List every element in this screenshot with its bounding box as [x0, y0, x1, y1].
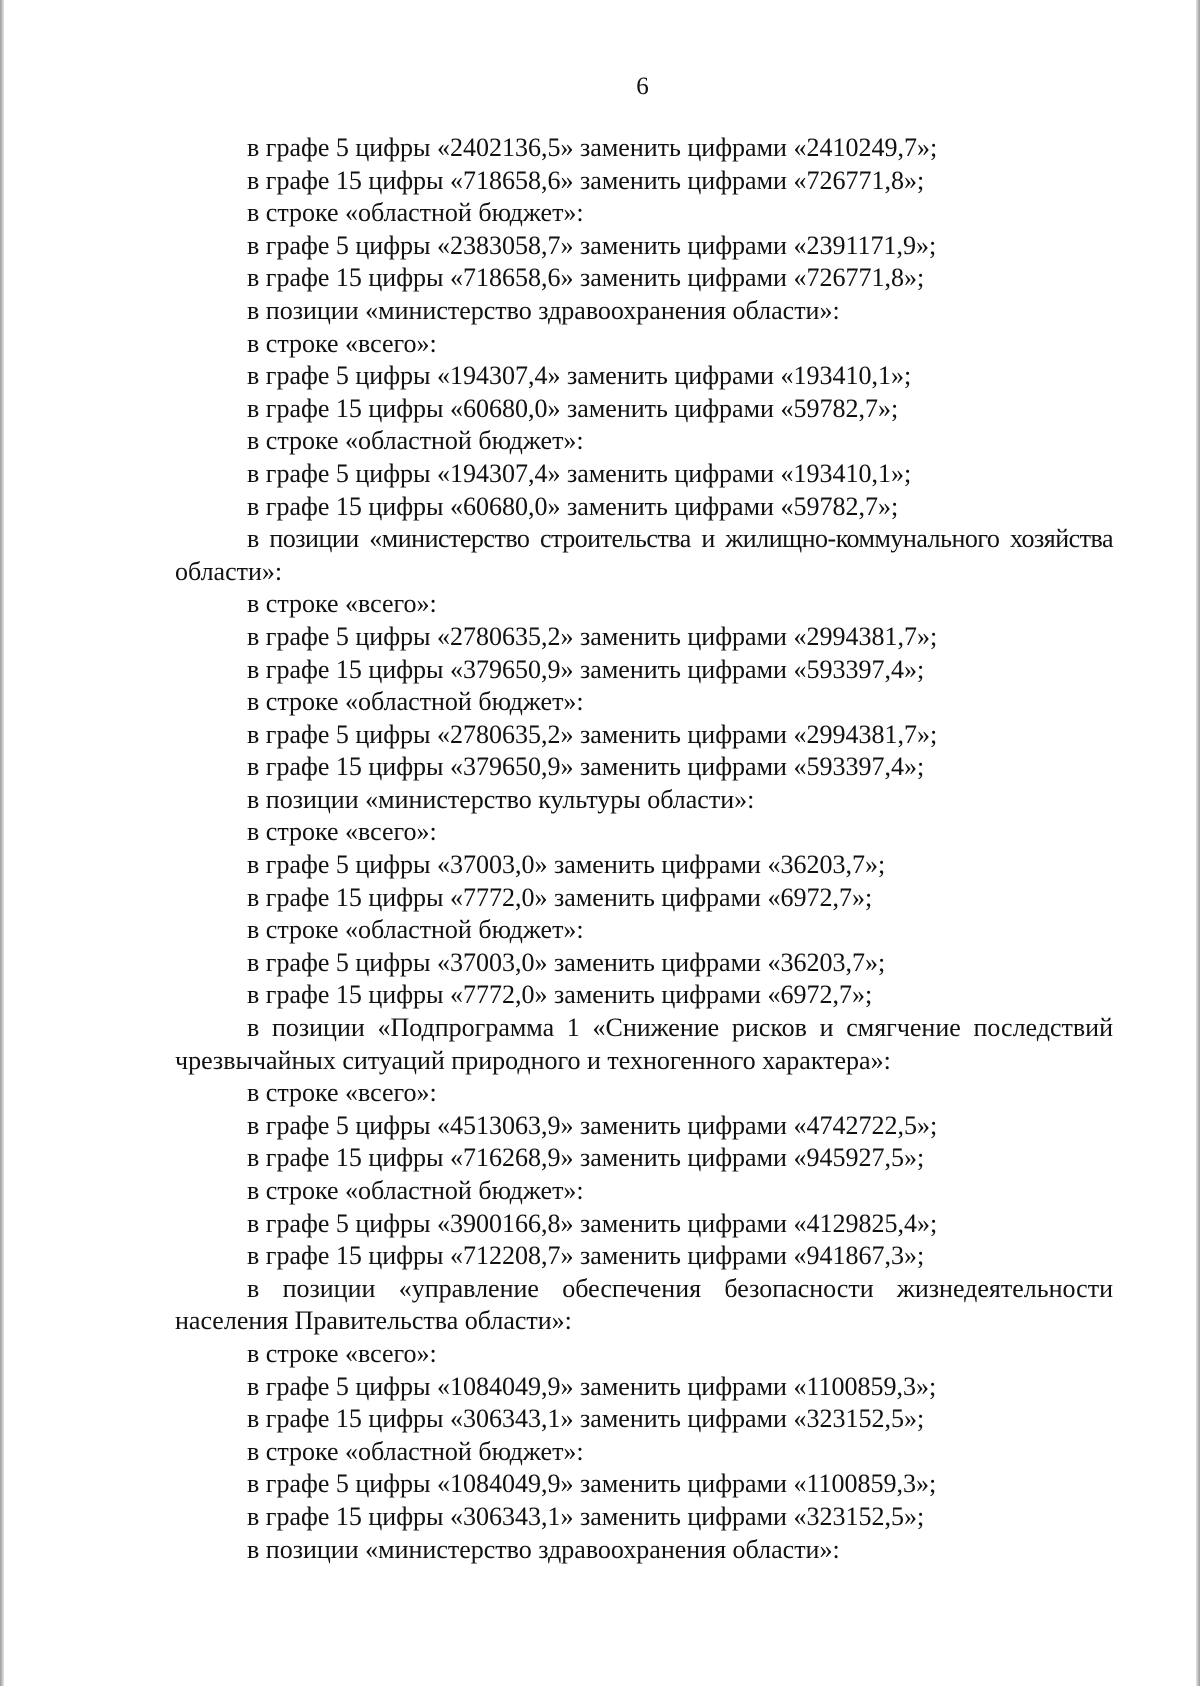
text-line: в графе 5 цифры «194307,4» заменить цифрами «193410,1»;: [247, 458, 912, 488]
text-line: в графе 5 цифры «2780635,2» заменить цифрами «2994381,7»;: [247, 719, 938, 749]
text-line: в графе 5 цифры «2383058,7» заменить цифрами «2391171,9»;: [247, 230, 937, 260]
text-line: в строке «областной бюджет»:: [247, 915, 584, 945]
page-number: 6: [636, 73, 649, 100]
text-line: в графе 15 цифры «718658,6» заменить цифрами «726771,8»;: [247, 263, 925, 293]
text-line: в позиции «Подпрограмма 1 «Снижение рисков и смягчение последствий: [247, 1013, 1113, 1043]
text-line: в графе 5 цифры «1084049,9» заменить цифрами «1100859,3»;: [247, 1371, 937, 1401]
text-line: в строке «областной бюджет»:: [247, 687, 584, 717]
document-body: [175, 132, 1113, 1566]
text-line: в графе 15 цифры «712208,7» заменить цифрами «941867,3»;: [247, 1241, 925, 1271]
text-line: в графе 5 цифры «37003,0» заменить цифрами «36203,7»;: [247, 850, 886, 880]
text-line: в графе 15 цифры «716268,9» заменить цифрами «945927,5»;: [247, 1143, 925, 1173]
text-line: в строке «областной бюджет»:: [247, 198, 584, 228]
text-line: области»:: [175, 556, 283, 586]
text-line: в графе 15 цифры «7772,0» заменить цифрами «6972,7»;: [247, 980, 873, 1010]
text-line: в графе 15 цифры «379650,9» заменить цифрами «593397,4»;: [247, 654, 925, 684]
text-line: в позиции «министерство культуры области»:: [247, 784, 755, 814]
text-line: в позиции «управление обеспечения безопасности жизнедеятельности: [247, 1273, 1113, 1303]
text-line: в строке «областной бюджет»:: [247, 426, 584, 456]
text-line: в строке «всего»:: [247, 589, 437, 619]
text-line: в графе 15 цифры «60680,0» заменить цифрами «59782,7»;: [247, 491, 899, 521]
text-line: в позиции «министерство здравоохранения области»:: [247, 1534, 840, 1564]
text-line: в графе 5 цифры «1084049,9» заменить цифрами «1100859,3»;: [247, 1469, 937, 1499]
text-line: в строке «всего»:: [247, 1078, 437, 1108]
text-line: населения Правительства области»:: [175, 1306, 572, 1336]
text-line: в графе 15 цифры «718658,6» заменить цифрами «726771,8»;: [247, 165, 925, 195]
scan-edge-right: [1196, 0, 1200, 1686]
text-line: в графе 15 цифры «60680,0» заменить цифрами «59782,7»;: [247, 393, 899, 423]
text-line: в позиции «министерство здравоохранения области»:: [247, 295, 840, 325]
text-line: в строке «областной бюджет»:: [247, 1176, 584, 1205]
text-line: в позиции «министерство строительства и жилищно-коммунального хозяйства: [247, 524, 1113, 554]
text-line: в строке «всего»:: [247, 817, 437, 847]
text-line: в графе 5 цифры «2780635,2» заменить цифрами «2994381,7»;: [247, 621, 938, 651]
text-line: в графе 5 цифры «37003,0» заменить цифрами «36203,7»;: [247, 947, 886, 977]
text-line: в графе 15 цифры «379650,9» заменить цифрами «593397,4»;: [247, 752, 925, 782]
text-line: в строке «всего»:: [247, 1338, 437, 1368]
text-line: чрезвычайных ситуаций природного и техногенного характера»:: [175, 1045, 891, 1075]
text-line: в графе 15 цифры «7772,0» заменить цифрами «6972,7»;: [247, 882, 873, 912]
text-line: в графе 5 цифры «2402136,5» заменить цифрами «2410249,7»;: [247, 133, 938, 162]
text-line: в графе 15 цифры «306343,1» заменить цифрами «323152,5»;: [247, 1501, 925, 1531]
text-line: в графе 5 цифры «4513063,9» заменить цифрами «4742722,5»;: [247, 1110, 938, 1140]
scan-edge-left: [0, 0, 4, 1686]
text-line: в строке «всего»:: [247, 328, 437, 358]
text-line: в графе 15 цифры «306343,1» заменить цифрами «323152,5»;: [247, 1404, 925, 1434]
text-line: в строке «областной бюджет»:: [247, 1436, 584, 1466]
text-line: в графе 5 цифры «3900166,8» заменить цифрами «4129825,4»;: [247, 1208, 938, 1238]
text-line: в графе 5 цифры «194307,4» заменить цифрами «193410,1»;: [247, 361, 912, 391]
